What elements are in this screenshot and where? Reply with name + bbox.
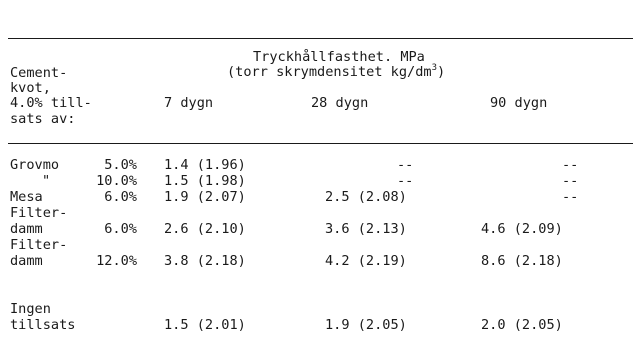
row-value-7-dygn: 3.8 (2.18) [164,253,246,269]
row-value-90-dygn: 4.6 (2.09) [481,221,563,237]
subtitle-superscript: 3 [431,63,438,73]
row-value-28-dygn: -- [397,173,414,189]
row-value-90-dygn: 2.0 (2.05) [481,317,563,333]
row-value-90-dygn: 8.6 (2.18) [481,253,563,269]
row-amount: 12.0% [96,253,137,269]
column-header-28-dygn: 28 dygn [311,95,369,111]
row-value-7-dygn: 2.6 (2.10) [164,221,246,237]
row-value-7-dygn: 1.5 (2.01) [164,317,246,333]
row-material-line-1: Filter- [10,205,68,221]
row-amount: 6.0% [104,189,137,205]
row-value-7-dygn: 1.9 (2.07) [164,189,246,205]
stub-header-line-3: 4.0% till- [10,95,92,111]
row-value-28-dygn: 1.9 (2.05) [325,317,407,333]
row-value-7-dygn: 1.5 (1.98) [164,173,246,189]
table-subtitle [227,64,445,80]
row-material: damm [10,253,43,269]
row-amount: 6.0% [104,221,137,237]
subtitle-close: ) [437,64,446,80]
row-material: " [42,173,51,189]
row-value-28-dygn: 3.6 (2.13) [325,221,407,237]
row-value-90-dygn: -- [562,189,579,205]
stub-header-line-4: sats av: [10,111,76,127]
top-rule [8,38,633,39]
row-material: damm [10,221,43,237]
header-rule [8,143,633,144]
row-value-90-dygn: -- [562,173,579,189]
row-value-28-dygn: 4.2 (2.19) [325,253,407,269]
row-material: Mesa [10,189,43,205]
subtitle-text: (torr skrymdensitet kg/dm [227,64,432,80]
row-material: Grovmo [10,157,60,173]
row-material-line-1: Ingen [10,301,51,317]
row-value-7-dygn: 1.4 (1.96) [164,157,246,173]
row-value-90-dygn: -- [562,157,579,173]
row-amount: 10.0% [96,173,137,189]
column-header-90-dygn: 90 dygn [490,95,548,111]
stub-header-line-2: kvot, [10,80,51,96]
row-material-line-1: Filter- [10,237,68,253]
row-amount: 5.0% [104,157,137,173]
stub-header-line-1: Cement- [10,65,68,81]
row-value-28-dygn: -- [397,157,414,173]
column-header-7-dygn: 7 dygn [164,95,214,111]
row-material: tillsats [10,317,76,333]
table-title: Tryckhållfasthet. MPa [253,49,425,65]
row-value-28-dygn: 2.5 (2.08) [325,189,407,205]
